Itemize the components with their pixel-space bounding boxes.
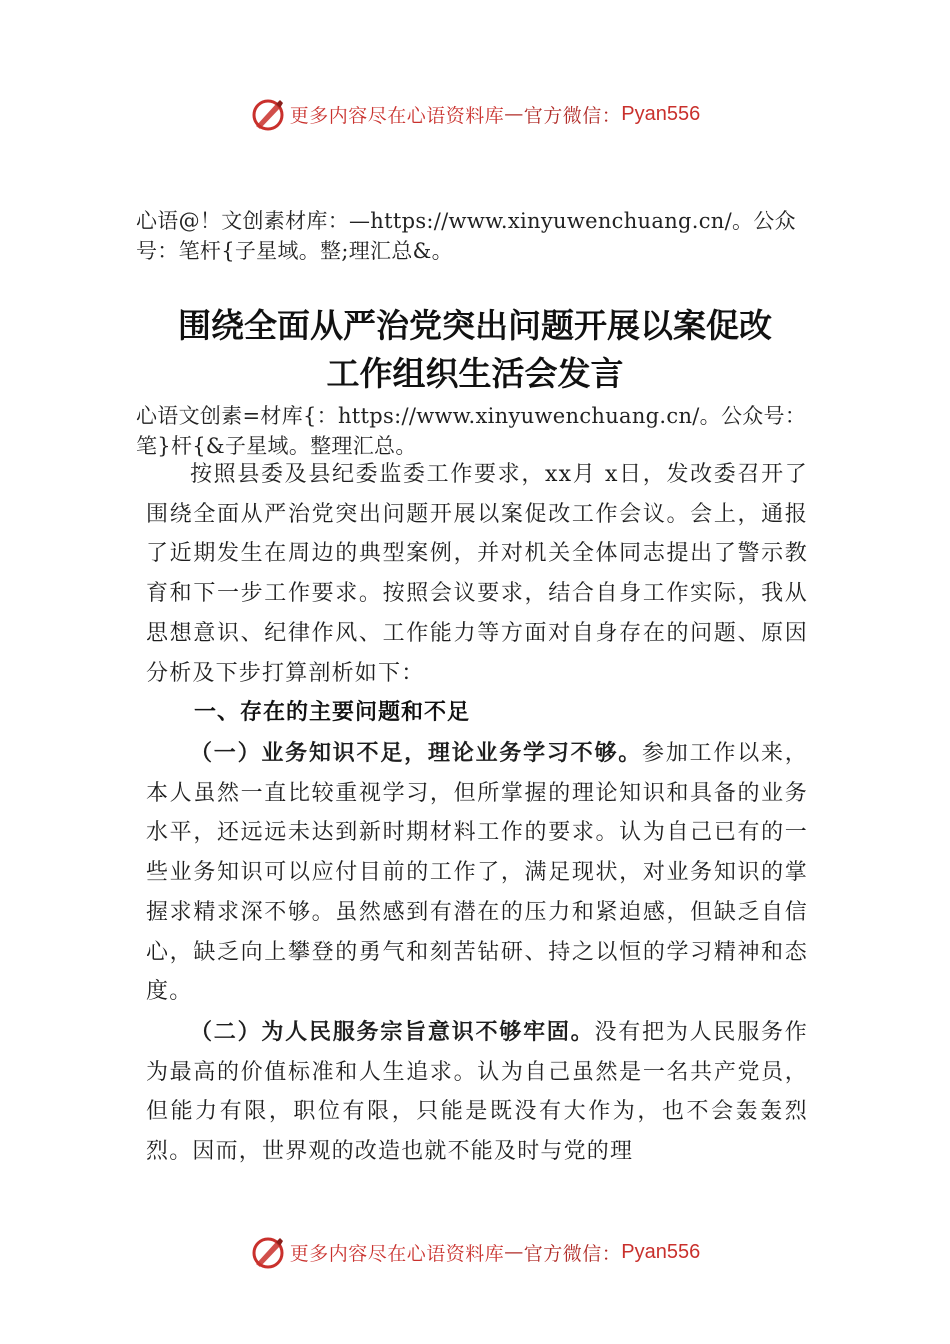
item-2-lead: （二）为人民服务宗旨意识不够牢固。: [190, 1019, 595, 1045]
pen-logo-icon: [250, 1234, 286, 1270]
banner-wechat-id: Pyan556: [621, 102, 701, 125]
pen-logo-icon: [250, 96, 286, 132]
banner-wechat-label: 官方微信：: [523, 104, 622, 127]
banner-title: 更多内容尽在心语资料库: [289, 104, 505, 127]
section-heading-1: 一、存在的主要问题和不足: [194, 700, 471, 725]
item-1-lead: （一）业务知识不足，理论业务学习不够。: [190, 740, 643, 766]
banner-wechat-id: Pyan556: [621, 1240, 701, 1263]
item-2-text: 没有把为人民服务作为最高的价值标准和人生追求。认为自己虽然是一名共产党员，但能力有限，职位有限，只能是既没有大作为，也不会轰轰烈烈。因而，世界观的改造也就不能及时与党的理: [146, 1020, 808, 1165]
intro-paragraph: [146, 455, 808, 693]
title-line-1: 围绕全面从严治党突出问题开展以案促改: [178, 306, 772, 345]
banner-dash: —: [504, 103, 524, 125]
intro-text: 按照县委及县纪委监委工作要求，xx月 x日，发改委召开了围绕全面从严治党突出问题开展以案促改工作会议。会上，通报了近期发生在周边的典型案例，并对机关全体同志提出了警示教育和下一步工作要求。按照会议要求，结合自身工作实际，我从思想意识、纪律作风、工作能力等方面对自身存在的问题、原因分析及下步打算剖析如下：: [146, 462, 808, 686]
watermark-note-2: 心语文创素=材库{：https://www.xinyuwenchuang.cn/。公众号：笔}杆{&子星域。整理汇总。: [136, 404, 807, 458]
banner-dash: —: [504, 1241, 524, 1263]
watermark-note-1: 心语@！文创素材库：—https://www.xinyuwenchuang.cn/。公众号：笔杆{子星域。整;理汇总&。: [136, 209, 796, 263]
item-1-text: 参加工作以来，本人虽然一直比较重视学习，但所掌握的理论知识和具备的业务水平，还远远未达到新时期材料工作的要求。认为自己已有的一些业务知识可以应付目前的工作了，满足现状，对业务知识的掌握求精求深不够。虽然感到有潜在的压力和紧迫感，但缺乏自信心，缺乏向上攀登的勇气和刻苦钻研、持之以恒的学习精神和态度。: [146, 741, 808, 1005]
header-banner: [0, 94, 950, 134]
item-1-paragraph: [146, 734, 808, 1012]
footer-banner: [0, 1232, 950, 1272]
banner-title: 更多内容尽在心语资料库: [289, 1242, 505, 1265]
item-2-paragraph: [146, 1013, 808, 1172]
document-title: [100, 302, 850, 398]
banner-wechat-label: 官方微信：: [523, 1242, 622, 1265]
title-line-2: 工作组织生活会发言: [326, 354, 624, 393]
